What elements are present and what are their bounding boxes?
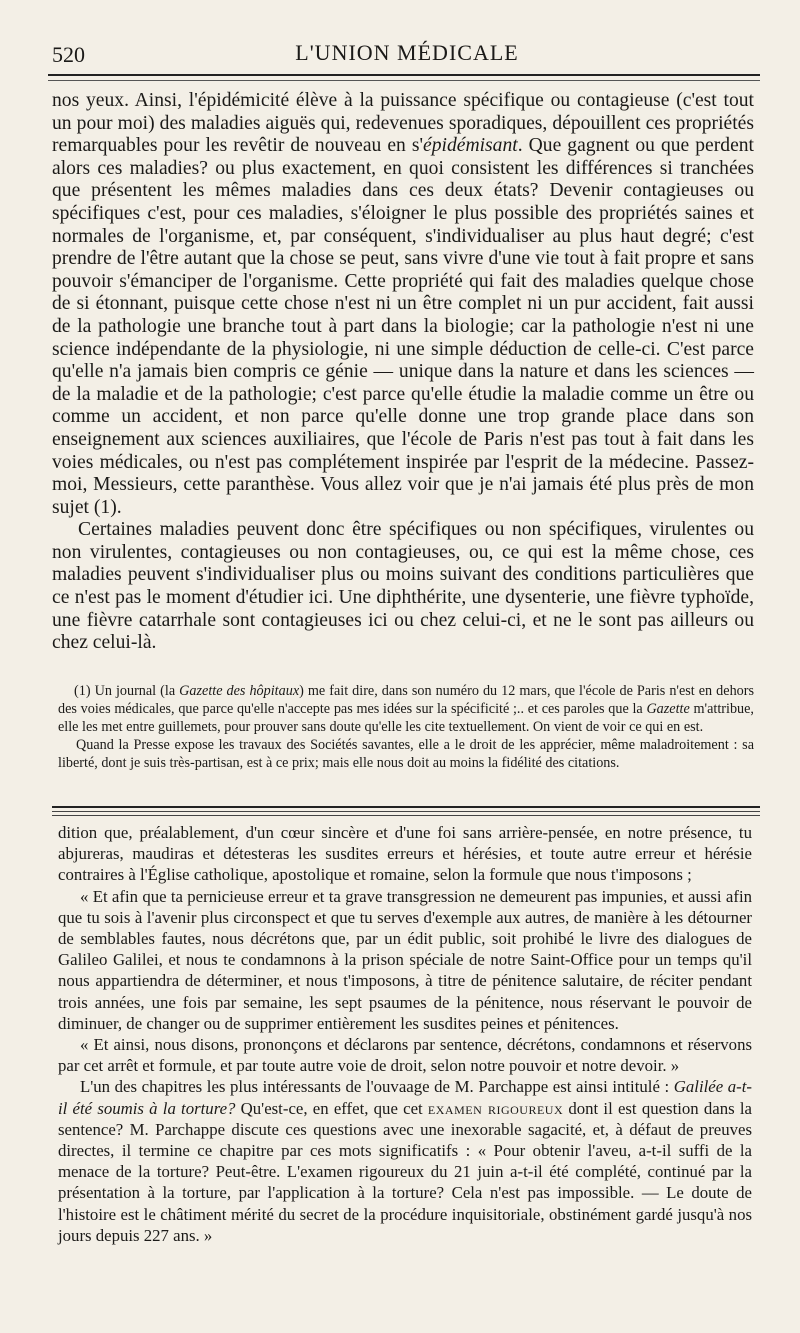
page-header bbox=[52, 34, 762, 68]
header-rule bbox=[48, 74, 760, 76]
page-number: 520 bbox=[52, 42, 85, 67]
feuilleton-paragraph: « Et afin que ta pernicieuse erreur et ta grave transgression ne demeurent pas impunies, et aussi afin que tu sois à l'avenir plus circonspect et que tu serves d'exemple aux autres, de manière à les détourner de semblables fautes, nous décrétons que, par un édit public, soit prohibé le livre des dialogues de Galileo Galilei, et nous te condamnons à la prison spéciale de notre Saint-Office pour un temps qu'il nous appartiendra de déterminer, et nous t'imposons, à titre de pénitence salutaire, de réciter pendant trois années, une fois par semaine, les sept psaumes de la pénitence, nous réservant le pouvoir de diminuer, de changer ou de supprimer entièrement les susdites peines et pénitences. bbox=[58, 886, 752, 1033]
feuilleton-paragraph: « Et ainsi, nous disons, prononçons et déclarons par sentence, décrétons, condamnons et réservons par cet arrêt et formule, et par toute autre voie de droit, selon notre pouvoir et notre devoir. » bbox=[58, 1035, 752, 1076]
paragraph-continuation: nos yeux. Ainsi, l'épidémicité élève à la puissance spécifique ou contagieuse (c'est tout un pour moi) des maladies aiguës qui, redevenues sporadiques, dépouillent ces propriétés remarquables pour les revêtir de nouveau en s'épidémisant. Que gagnent ou que perdent alors ces maladies? ou plus exactement, en quoi consistent les différences si tranchées que présentent les mêmes maladies dans ces deux états? Devenir contagieuses ou spécifiques c'est, pour ces maladies, s'éloigner le plus possible des propriétés saines et normales de l'organisme, et, par conséquent, s'individualiser au plus haut degré; c'est prendre de l'être autant que la chose se peut, sans vivre d'une vie tout à fait propre et sans pouvoir s'émanciper de l'organisme. Cette propriété qui fait des maladies quelque chose de si étonnant, puisque cette chose n'est ni un être complet ni un pur accident, fait aussi de la pathologie une branche tout à part dans la biologie; car la pathologie n'est ni une science indépendante de la physiologie, ni une simple déduction de celle-ci. C'est parce qu'elle n'a jamais bien compris ce génie — unique dans la nature et dans les sciences — de la maladie et de la pathologie; c'est parce qu'elle étudie la maladie comme un être ou comme un accident, et non parce qu'elle donne une trop grande place dans son enseignement aux sciences auxiliaires, que l'école de Paris n'est pas tout à fait dans les voies médicales, ou n'est pas complétement inspirée par l'esprit de la médecine. Passez-moi, Messieurs, cette paranthèse. Vous allez voir que je n'ai jamais été plus près de mon sujet (1). bbox=[52, 90, 755, 518]
feuilleton-rule-thin bbox=[52, 811, 760, 812]
footnotes bbox=[58, 682, 754, 772]
running-title: L'UNION MÉDICALE bbox=[295, 40, 519, 65]
footnote-2: Quand la Presse expose les travaux des Sociétés savantes, elle a le droit de les apprécier, même maladroitement : sa liberté, dont je suis très-partisan, est à ce prix; mais elle nous doit au moins la fidélité des citations. bbox=[58, 737, 754, 771]
main-text bbox=[52, 90, 754, 655]
feuilleton-rule-thin-2 bbox=[52, 815, 760, 816]
paragraph: Certaines maladies peuvent donc être spécifiques ou non spécifiques, virulentes ou non virulentes, contagieuses ou non contagieuses, ou, ce qui est la même chose, ces maladies peuvent s'individualiser plus ou moins suivant des conditions particulières que ce n'est pas le moment d'étudier ici. Une diphthérite, une dysenterie, une fièvre typhoïde, une fièvre catarrhale sont contagieuses ici ou chez celui-ci, et ne le sont pas ailleurs ou chez celui-là. bbox=[52, 519, 754, 654]
header-rule-thin bbox=[48, 80, 760, 81]
feuilleton-text bbox=[58, 822, 752, 1246]
feuilleton-rule bbox=[52, 806, 760, 808]
footnote-1: (1) Un journal (la Gazette des hôpitaux) me fait dire, dans son numéro du 12 mars, que l'école de Paris n'est en dehors des voies médicales, que parce qu'elle n'accepte pas mes idées sur la spécificité ;.. et ces paroles que la Gazette m'attribue, elle les met entre guillemets, pour prouver sans doute qu'elle les cite textuellement. On vient de voir ce qui en est. bbox=[58, 683, 754, 735]
feuilleton-paragraph: dition que, préalablement, d'un cœur sincère et d'une foi sans arrière-pensée, en notre présence, tu abjureras, maudiras et détesteras les susdites erreurs et hérésies, et toute autre erreur et hérésie contraires à l'Église catholique, apostolique et romaine, selon la formule que nous t'imposons ; bbox=[58, 823, 752, 885]
feuilleton-paragraph: L'un des chapitres les plus intéressants de l'ouvaage de M. Parchappe est ainsi intitulé : Galilée a-t-il été soumis à la torture? Qu'est-ce, en effet, que cet examen rigoureux dont il est question dans la sentence? M. Parchappe discute ces questions avec une inexorable sagacité, et, à défaut de preuves directes, il termine ce chapitre par ces mots significatifs : « Pour obtenir l'aveu, a-t-il suffi de la menace de la torture? Peut-être. L'examen rigoureux du 21 juin a-t-il été complété, continué par la présentation à la torture, par l'application à la torture? Cela n'est pas impossible. — Le doute de l'histoire est le châtiment mérité du secret de la procédure inquisitoriale, obstinément gardé jusqu'à nos jours depuis 227 ans. » bbox=[58, 1077, 752, 1245]
